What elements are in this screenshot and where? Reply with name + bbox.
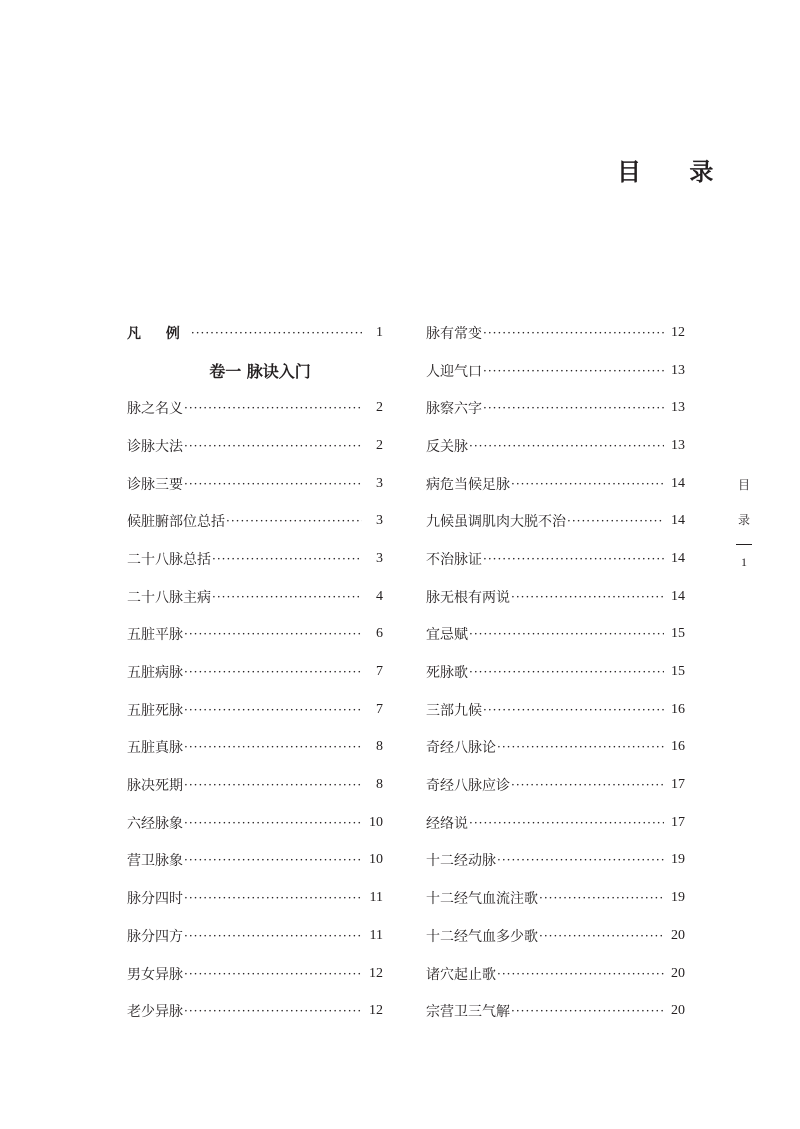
toc-entry-page: 2 (376, 400, 383, 416)
leader-dots (497, 853, 664, 867)
toc-entry-page: 17 (671, 777, 685, 793)
toc-entry-page: 16 (671, 701, 685, 717)
toc-entry-page: 8 (376, 777, 383, 793)
toc-entry-title: 人迎气口 (426, 363, 482, 380)
leader-dots (184, 627, 362, 641)
toc-entry[interactable] (127, 729, 383, 767)
toc-entry-page: 15 (671, 664, 685, 680)
toc-entry[interactable] (426, 879, 685, 917)
toc-right-entries (426, 314, 685, 1030)
toc-entry-title: 五脏病脉 (127, 665, 183, 682)
toc-entry[interactable] (127, 879, 383, 917)
toc-entry-preface[interactable] (127, 314, 383, 352)
leader-dots (184, 703, 362, 717)
toc-entry-title: 病危当候足脉 (426, 476, 510, 493)
toc-entry[interactable] (426, 653, 685, 691)
leader-dots (184, 816, 362, 830)
toc-entry-title: 九候虽调肌肉大脱不治 (426, 514, 566, 531)
leader-dots (184, 929, 362, 943)
toc-entry-page: 3 (376, 550, 383, 566)
toc-entry[interactable] (426, 729, 685, 767)
leader-dots (184, 401, 362, 415)
leader-dots (483, 326, 664, 340)
leader-dots (567, 514, 664, 528)
leader-dots (184, 1004, 362, 1018)
leader-dots (469, 627, 664, 641)
toc-entry-page: 17 (671, 814, 685, 830)
toc-entry[interactable] (127, 766, 383, 804)
toc-entry[interactable] (127, 804, 383, 842)
toc-entry-page: 2 (376, 437, 383, 453)
toc-entry-page: 12 (369, 1003, 383, 1019)
toc-entry-page: 4 (376, 588, 383, 604)
toc-entry-title: 脉决死期 (127, 778, 183, 795)
leader-dots (184, 891, 362, 905)
toc-entry[interactable] (127, 653, 383, 691)
toc-entry-page: 19 (671, 852, 685, 868)
toc-entry[interactable] (127, 578, 383, 616)
toc-entry-title: 凡 例 (127, 325, 190, 342)
toc-entry[interactable] (127, 842, 383, 880)
toc-entry-title: 反关脉 (426, 438, 468, 455)
toc-entry[interactable] (426, 389, 685, 427)
toc-entry-page: 14 (671, 513, 685, 529)
side-tab-page-number: 1 (741, 555, 747, 569)
toc-entry-title: 男女异脉 (127, 966, 183, 983)
toc-entry-page: 3 (376, 475, 383, 491)
toc-entry-page: 14 (671, 475, 685, 491)
toc-entry-title: 宜忌赋 (426, 627, 468, 644)
leader-dots (483, 364, 664, 378)
toc-entry-page: 14 (671, 550, 685, 566)
toc-entry-page: 15 (671, 626, 685, 642)
leader-dots (226, 514, 362, 528)
toc-entry-title: 脉分四时 (127, 891, 183, 908)
leader-dots (184, 439, 362, 453)
toc-entry-title: 营卫脉象 (127, 853, 183, 870)
toc-entry-page: 10 (369, 814, 383, 830)
toc-entry[interactable] (426, 955, 685, 993)
toc-entry-page: 1 (376, 324, 383, 340)
toc-entry-title: 老少异脉 (127, 1004, 183, 1021)
toc-entry-title: 五脏平脉 (127, 627, 183, 644)
toc-entry[interactable] (426, 917, 685, 955)
toc-entry-title: 脉无根有两说 (426, 589, 510, 606)
leader-dots (184, 853, 362, 867)
toc-entry-title: 六经脉象 (127, 815, 183, 832)
toc-entry-title: 经络说 (426, 815, 468, 832)
side-tab-char: 目 (737, 478, 750, 492)
toc-entry-page: 3 (376, 513, 383, 529)
toc-entry-page: 13 (671, 400, 685, 416)
toc-entry-page: 7 (376, 664, 383, 680)
toc-entry[interactable] (127, 992, 383, 1030)
leader-dots (184, 740, 362, 754)
toc-entry-page: 19 (671, 890, 685, 906)
leader-dots (539, 929, 664, 943)
toc-entry-title: 二十八脉总括 (127, 551, 211, 568)
page-title: 目 录 (617, 157, 734, 186)
section-heading: 卷一 脉诀入门 (209, 362, 311, 382)
toc-entry[interactable] (426, 540, 685, 578)
leader-dots (483, 401, 664, 415)
toc-entry-page: 7 (376, 701, 383, 717)
leader-dots (483, 703, 664, 717)
leader-dots (184, 778, 362, 792)
toc-entry-title: 二十八脉主病 (127, 589, 211, 606)
toc-entry-page: 16 (671, 739, 685, 755)
toc-entry[interactable] (426, 804, 685, 842)
toc-entry-page: 8 (376, 739, 383, 755)
toc-entry[interactable] (127, 955, 383, 993)
leader-dots (184, 967, 362, 981)
toc-entry-page: 13 (671, 437, 685, 453)
leader-dots (184, 477, 362, 491)
toc-entry-title: 五脏死脉 (127, 702, 183, 719)
toc-entry[interactable] (426, 578, 685, 616)
toc-entry-page: 12 (369, 965, 383, 981)
toc-entry-title: 候脏腑部位总括 (127, 514, 225, 531)
leader-dots (511, 1004, 664, 1018)
toc-entry-title: 不治脉证 (426, 551, 482, 568)
toc-entry[interactable] (426, 314, 685, 352)
toc-entry[interactable] (426, 616, 685, 654)
leader-dots (191, 326, 362, 340)
leader-dots (511, 477, 664, 491)
toc-entry-page: 12 (671, 324, 685, 340)
toc-entry-page: 20 (671, 1003, 685, 1019)
toc-entry-title: 死脉歌 (426, 665, 468, 682)
toc-entry[interactable] (127, 502, 383, 540)
toc-entry-title: 五脏真脉 (127, 740, 183, 757)
toc-entry-page: 6 (376, 626, 383, 642)
leader-dots (511, 590, 664, 604)
toc-entry-title: 奇经八脉论 (426, 740, 496, 757)
toc-entry-title: 三部九候 (426, 702, 482, 719)
toc-entry[interactable] (426, 502, 685, 540)
toc-entry[interactable] (127, 691, 383, 729)
toc-entry-title: 脉之名义 (127, 401, 183, 418)
leader-dots (469, 439, 664, 453)
leader-dots (184, 665, 362, 679)
toc-entry-page: 20 (671, 965, 685, 981)
toc-entry[interactable] (127, 917, 383, 955)
toc-entry-page: 10 (369, 852, 383, 868)
toc-entry[interactable] (426, 992, 685, 1030)
toc-entry[interactable] (426, 842, 685, 880)
leader-dots (539, 891, 664, 905)
leader-dots (469, 665, 664, 679)
toc-entry[interactable] (426, 427, 685, 465)
toc-entry-page: 13 (671, 362, 685, 378)
toc-entry[interactable] (426, 691, 685, 729)
toc-entry[interactable] (127, 616, 383, 654)
toc-right-column (426, 314, 685, 1030)
side-tab-char: 录 (737, 513, 750, 527)
toc-entry-title: 脉分四方 (127, 928, 183, 945)
leader-dots (212, 590, 362, 604)
leader-dots (497, 740, 664, 754)
toc-entry-title: 诊脉三要 (127, 476, 183, 493)
toc-entry-title: 诸穴起止歌 (426, 966, 496, 983)
toc-entry[interactable] (426, 352, 685, 390)
side-tab (736, 474, 752, 570)
leader-dots (469, 816, 664, 830)
toc-entry[interactable] (127, 540, 383, 578)
toc-entry-page: 11 (369, 927, 383, 943)
toc-entry-page: 20 (671, 927, 685, 943)
toc-entry-title: 脉察六字 (426, 401, 482, 418)
toc-entry[interactable] (127, 389, 383, 427)
toc-entry[interactable] (127, 465, 383, 503)
toc-left-column (127, 314, 383, 1030)
leader-dots (483, 552, 664, 566)
toc-entry-title: 奇经八脉应诊 (426, 778, 510, 795)
toc-entry-title: 十二经气血多少歌 (426, 928, 538, 945)
leader-dots (511, 778, 664, 792)
toc-entry[interactable] (127, 427, 383, 465)
leader-dots (497, 967, 664, 981)
toc-entry[interactable] (426, 465, 685, 503)
toc-entry-title: 十二经动脉 (426, 853, 496, 870)
side-tab-divider (736, 544, 752, 545)
toc-entry-title: 十二经气血流注歌 (426, 891, 538, 908)
toc-entry[interactable] (426, 766, 685, 804)
leader-dots (212, 552, 362, 566)
toc-entry-page: 14 (671, 588, 685, 604)
toc-entry-title: 宗营卫三气解 (426, 1004, 510, 1021)
toc-entry-title: 脉有常变 (426, 325, 482, 342)
toc-left-entries (127, 389, 383, 1030)
toc-entry-page: 11 (369, 890, 383, 906)
toc-entry-title: 诊脉大法 (127, 438, 183, 455)
